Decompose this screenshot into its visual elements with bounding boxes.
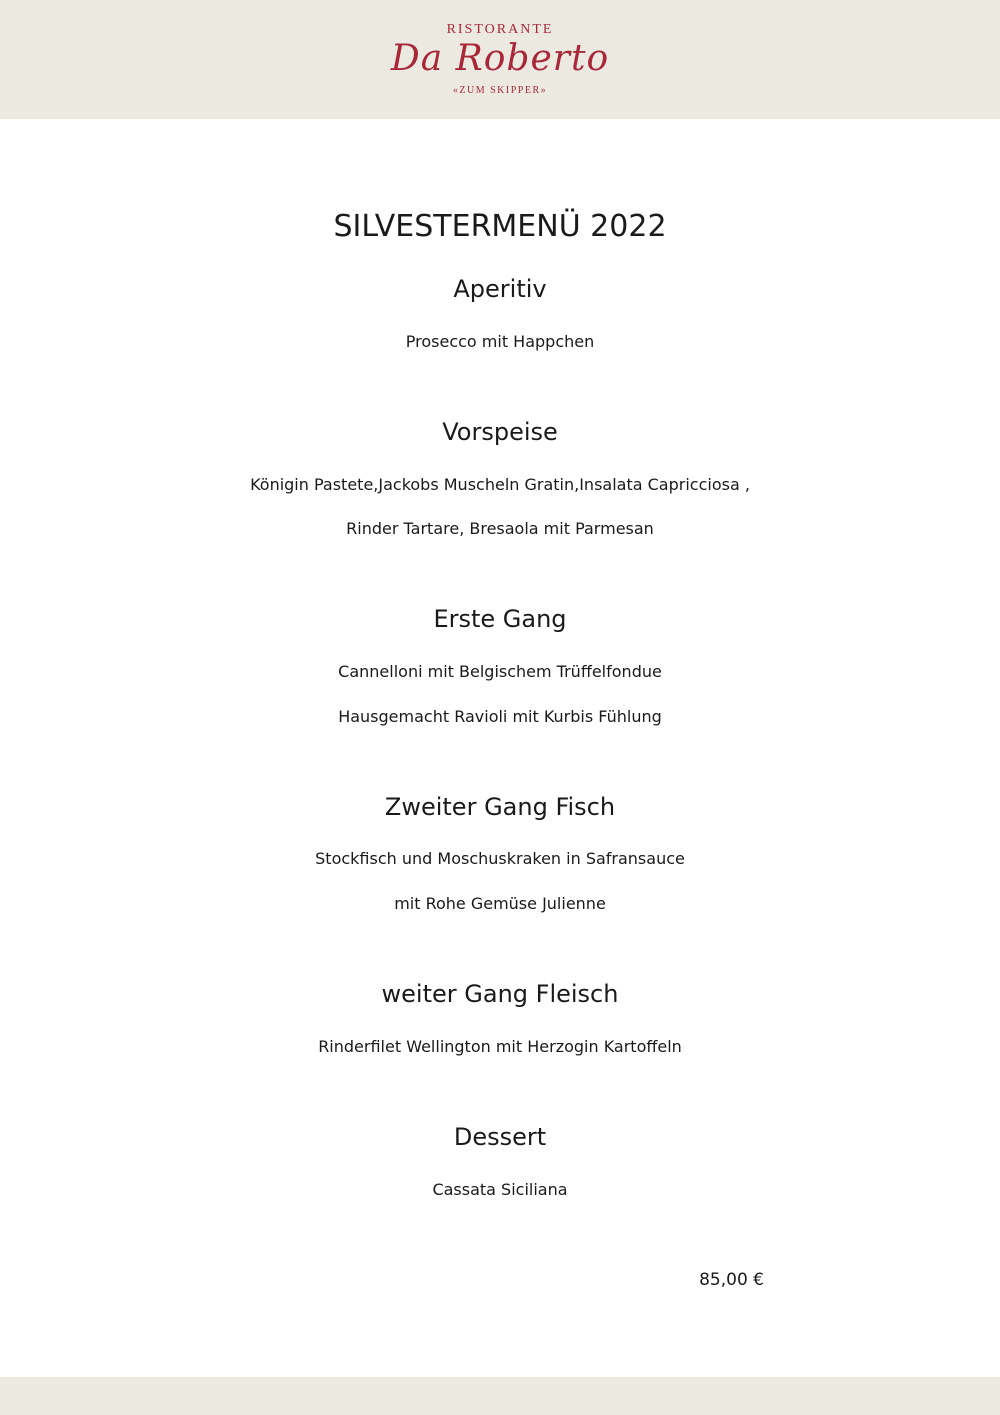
restaurant-logo	[0, 0, 1000, 119]
menu-item: Prosecco mit Happchen	[405, 332, 595, 351]
menu-item: mit Rohe Gemüse Julienne	[394, 894, 606, 913]
menu-item: Stockfisch und Moschuskraken in Safransauce	[315, 849, 685, 868]
menu-item: Rinder Tartare, Bresaola mit Parmesan	[346, 519, 654, 538]
menu-item: Königin Pastete,Jackobs Muscheln Gratin,Insalata Capricciosa ,	[250, 475, 750, 494]
course-heading-vorspeise: Vorspeise	[442, 418, 558, 446]
menu-item: Rinderfilet Wellington mit Herzogin Kartoffeln	[318, 1037, 682, 1056]
menu-price: 85,00 €	[699, 1270, 764, 1290]
course-heading-erste-gang: Erste Gang	[433, 605, 567, 633]
logo-restaurant-name: Da Roberto	[390, 38, 610, 79]
menu-title: SILVESTERMENÜ 2022	[333, 209, 667, 244]
menu-item: Cannelloni mit Belgischem Trüffelfondue	[338, 662, 662, 681]
menu-item: Hausgemacht Ravioli mit Kurbis Fühlung	[338, 707, 662, 726]
footer-band	[0, 1377, 1000, 1415]
course-heading-zweiter-gang-fisch: Zweiter Gang Fisch	[384, 793, 616, 821]
logo-ristorante-text: RISTORANTE	[446, 22, 554, 37]
course-heading-aperitiv: Aperitiv	[453, 275, 547, 303]
menu-item: Cassata Siciliana	[432, 1180, 568, 1199]
course-heading-dessert: Dessert	[453, 1123, 547, 1151]
course-heading-weiter-gang-fleisch: weiter Gang Fleisch	[381, 980, 619, 1008]
logo-subtitle: «ZUM SKIPPER»	[452, 85, 548, 96]
